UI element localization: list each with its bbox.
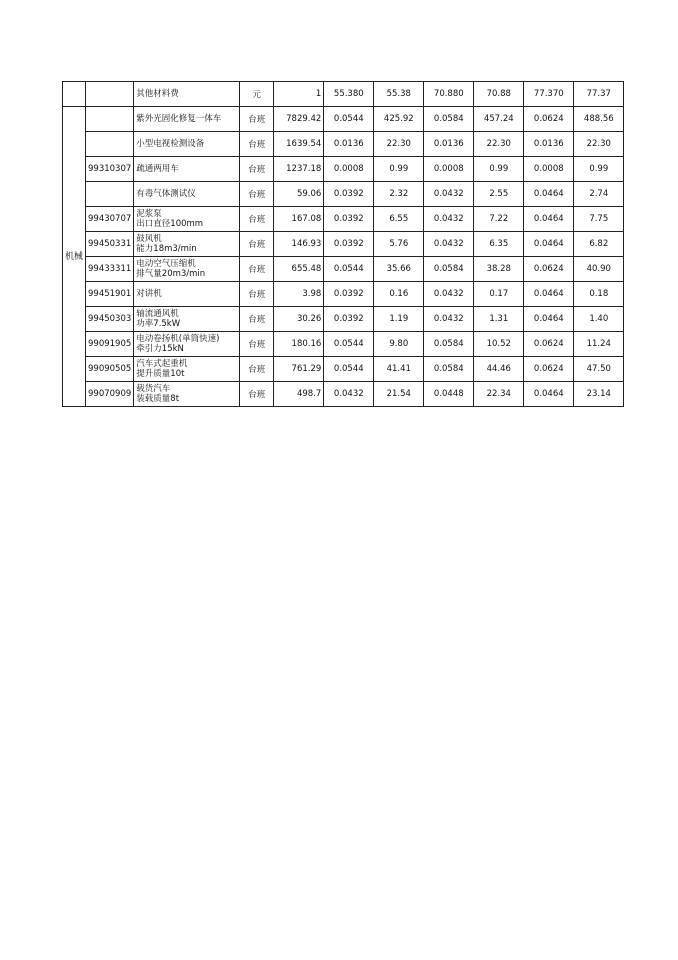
consumption-amount: 40.90 xyxy=(574,257,624,282)
consumption-qty: 0.0008 xyxy=(424,157,474,182)
consumption-amount: 7.22 xyxy=(474,207,524,232)
consumption-qty: 0.0448 xyxy=(424,382,474,407)
consumption-qty: 0.0624 xyxy=(524,257,574,282)
consumption-qty: 0.0464 xyxy=(524,282,574,307)
consumption-qty: 70.880 xyxy=(424,82,474,107)
item-name-line: 电动卷扬机(单筒快速) xyxy=(136,334,220,344)
item-name-line: 提升质量10t xyxy=(136,369,185,379)
item-code xyxy=(86,182,134,207)
consumption-amount: 47.50 xyxy=(574,357,624,382)
consumption-amount: 5.76 xyxy=(374,232,424,257)
consumption-amount: 9.80 xyxy=(374,332,424,357)
table-row xyxy=(63,357,624,382)
unit-price: 59.06 xyxy=(274,182,324,207)
consumption-amount: 21.54 xyxy=(374,382,424,407)
consumption-amount: 0.99 xyxy=(474,157,524,182)
item-name xyxy=(134,332,240,357)
item-name-line: 汽车式起重机 xyxy=(136,359,188,369)
consumption-amount: 488.56 xyxy=(574,107,624,132)
item-name-line: 其他材料费 xyxy=(136,89,179,99)
unit-price: 655.48 xyxy=(274,257,324,282)
unit-price: 146.93 xyxy=(274,232,324,257)
consumption-qty: 0.0544 xyxy=(324,332,374,357)
consumption-amount: 2.55 xyxy=(474,182,524,207)
unit-price: 3.98 xyxy=(274,282,324,307)
item-unit: 台班 xyxy=(240,207,274,232)
consumption-qty: 0.0432 xyxy=(424,182,474,207)
consumption-qty: 0.0392 xyxy=(324,182,374,207)
item-name-line: 小型电视检测设备 xyxy=(136,139,205,149)
consumption-qty: 0.0432 xyxy=(424,232,474,257)
consumption-amount: 10.52 xyxy=(474,332,524,357)
consumption-qty: 0.0464 xyxy=(524,207,574,232)
table-row xyxy=(63,207,624,232)
consumption-qty: 0.0584 xyxy=(424,332,474,357)
consumption-amount: 11.24 xyxy=(574,332,624,357)
item-name xyxy=(134,282,240,307)
item-code xyxy=(86,82,134,107)
item-unit: 台班 xyxy=(240,357,274,382)
item-name-line: 排气量20m3/min xyxy=(136,269,206,279)
table-row xyxy=(63,332,624,357)
consumption-amount: 23.14 xyxy=(574,382,624,407)
item-name-line: 鼓风机 xyxy=(136,234,162,244)
consumption-amount: 41.41 xyxy=(374,357,424,382)
consumption-qty: 0.0008 xyxy=(324,157,374,182)
category-cell-machinery: 机械 xyxy=(63,107,86,407)
consumption-qty: 0.0544 xyxy=(324,257,374,282)
consumption-qty: 0.0392 xyxy=(324,307,374,332)
unit-price: 1 xyxy=(274,82,324,107)
consumption-amount: 22.30 xyxy=(374,132,424,157)
consumption-qty: 0.0392 xyxy=(324,232,374,257)
table-row xyxy=(63,257,624,282)
consumption-qty: 0.0008 xyxy=(524,157,574,182)
consumption-amount: 425.92 xyxy=(374,107,424,132)
item-name xyxy=(134,107,240,132)
consumption-amount: 2.74 xyxy=(574,182,624,207)
item-name-line: 能力18m3/min xyxy=(136,244,197,254)
item-code: 99433311 xyxy=(86,257,134,282)
consumption-qty: 0.0392 xyxy=(324,207,374,232)
unit-price: 180.16 xyxy=(274,332,324,357)
consumption-amount: 44.46 xyxy=(474,357,524,382)
consumption-qty: 0.0432 xyxy=(324,382,374,407)
quota-table xyxy=(62,81,624,407)
consumption-amount: 6.82 xyxy=(574,232,624,257)
unit-price: 1639.54 xyxy=(274,132,324,157)
table-row xyxy=(63,232,624,257)
table-row xyxy=(63,307,624,332)
item-code: 99091905 xyxy=(86,332,134,357)
item-name-line: 功率7.5kW xyxy=(136,319,181,329)
unit-price: 30.26 xyxy=(274,307,324,332)
item-code xyxy=(86,132,134,157)
unit-price: 167.08 xyxy=(274,207,324,232)
consumption-qty: 0.0432 xyxy=(424,307,474,332)
category-cell-materials xyxy=(63,82,86,107)
item-name-line: 疏通两用车 xyxy=(136,164,179,174)
item-code xyxy=(86,107,134,132)
item-unit: 台班 xyxy=(240,332,274,357)
item-unit: 台班 xyxy=(240,157,274,182)
item-name-line: 对讲机 xyxy=(136,289,162,299)
table-row xyxy=(63,182,624,207)
item-unit: 台班 xyxy=(240,257,274,282)
consumption-qty: 0.0544 xyxy=(324,107,374,132)
item-name-line: 装载质量8t xyxy=(136,394,180,404)
item-name xyxy=(134,182,240,207)
item-name xyxy=(134,382,240,407)
consumption-amount: 7.75 xyxy=(574,207,624,232)
consumption-qty: 0.0584 xyxy=(424,357,474,382)
unit-price: 7829.42 xyxy=(274,107,324,132)
consumption-amount: 2.32 xyxy=(374,182,424,207)
consumption-amount: 22.30 xyxy=(574,132,624,157)
consumption-qty: 0.0464 xyxy=(524,182,574,207)
consumption-amount: 1.19 xyxy=(374,307,424,332)
item-name-line: 泥浆泵 xyxy=(136,209,162,219)
item-unit: 台班 xyxy=(240,132,274,157)
item-code: 99450331 xyxy=(86,232,134,257)
consumption-amount: 22.34 xyxy=(474,382,524,407)
item-code: 99070909 xyxy=(86,382,134,407)
consumption-amount: 0.16 xyxy=(374,282,424,307)
table-row xyxy=(63,157,624,182)
unit-price: 498.7 xyxy=(274,382,324,407)
table-row xyxy=(63,132,624,157)
consumption-amount: 1.31 xyxy=(474,307,524,332)
table-row xyxy=(63,282,624,307)
consumption-amount: 22.30 xyxy=(474,132,524,157)
consumption-qty: 0.0392 xyxy=(324,282,374,307)
consumption-amount: 38.28 xyxy=(474,257,524,282)
consumption-qty: 0.0136 xyxy=(424,132,474,157)
item-unit: 台班 xyxy=(240,107,274,132)
item-code: 99310307 xyxy=(86,157,134,182)
consumption-amount: 55.38 xyxy=(374,82,424,107)
table-row xyxy=(63,382,624,407)
item-code: 99451901 xyxy=(86,282,134,307)
item-unit: 台班 xyxy=(240,307,274,332)
item-name-line: 牵引力15kN xyxy=(136,344,184,354)
item-unit: 元 xyxy=(240,82,274,107)
item-code: 99090505 xyxy=(86,357,134,382)
consumption-qty: 0.0136 xyxy=(324,132,374,157)
consumption-amount: 0.99 xyxy=(374,157,424,182)
consumption-qty: 0.0432 xyxy=(424,207,474,232)
unit-price: 761.29 xyxy=(274,357,324,382)
item-name xyxy=(134,157,240,182)
item-unit: 台班 xyxy=(240,382,274,407)
item-name-line: 轴流通风机 xyxy=(136,309,179,319)
item-name-line: 电动空气压缩机 xyxy=(136,259,196,269)
consumption-qty: 0.0584 xyxy=(424,257,474,282)
consumption-amount: 457.24 xyxy=(474,107,524,132)
item-name-line: 紫外光固化修复一体车 xyxy=(136,114,222,124)
item-name-line: 出口直径100mm xyxy=(136,219,204,229)
consumption-amount: 70.88 xyxy=(474,82,524,107)
item-name xyxy=(134,357,240,382)
item-name xyxy=(134,82,240,107)
table-row xyxy=(63,107,624,132)
consumption-amount: 77.37 xyxy=(574,82,624,107)
item-name xyxy=(134,132,240,157)
unit-price: 1237.18 xyxy=(274,157,324,182)
consumption-qty: 77.370 xyxy=(524,82,574,107)
consumption-qty: 0.0584 xyxy=(424,107,474,132)
item-unit: 台班 xyxy=(240,282,274,307)
consumption-amount: 6.55 xyxy=(374,207,424,232)
consumption-qty: 0.0624 xyxy=(524,107,574,132)
consumption-qty: 0.0544 xyxy=(324,357,374,382)
consumption-amount: 6.35 xyxy=(474,232,524,257)
consumption-qty: 0.0464 xyxy=(524,307,574,332)
item-name-line: 载货汽车 xyxy=(136,384,171,394)
item-unit: 台班 xyxy=(240,182,274,207)
consumption-amount: 0.18 xyxy=(574,282,624,307)
consumption-amount: 0.99 xyxy=(574,157,624,182)
item-name xyxy=(134,257,240,282)
item-name xyxy=(134,232,240,257)
consumption-amount: 0.17 xyxy=(474,282,524,307)
item-code: 99430707 xyxy=(86,207,134,232)
consumption-qty: 55.380 xyxy=(324,82,374,107)
consumption-amount: 35.66 xyxy=(374,257,424,282)
consumption-qty: 0.0136 xyxy=(524,132,574,157)
consumption-qty: 0.0432 xyxy=(424,282,474,307)
table-row xyxy=(63,82,624,107)
item-name-line: 有毒气体测试仪 xyxy=(136,189,196,199)
consumption-qty: 0.0464 xyxy=(524,382,574,407)
consumption-qty: 0.0624 xyxy=(524,332,574,357)
consumption-amount: 1.40 xyxy=(574,307,624,332)
item-code: 99450303 xyxy=(86,307,134,332)
consumption-qty: 0.0624 xyxy=(524,357,574,382)
item-name xyxy=(134,307,240,332)
item-unit: 台班 xyxy=(240,232,274,257)
consumption-qty: 0.0464 xyxy=(524,232,574,257)
item-name xyxy=(134,207,240,232)
